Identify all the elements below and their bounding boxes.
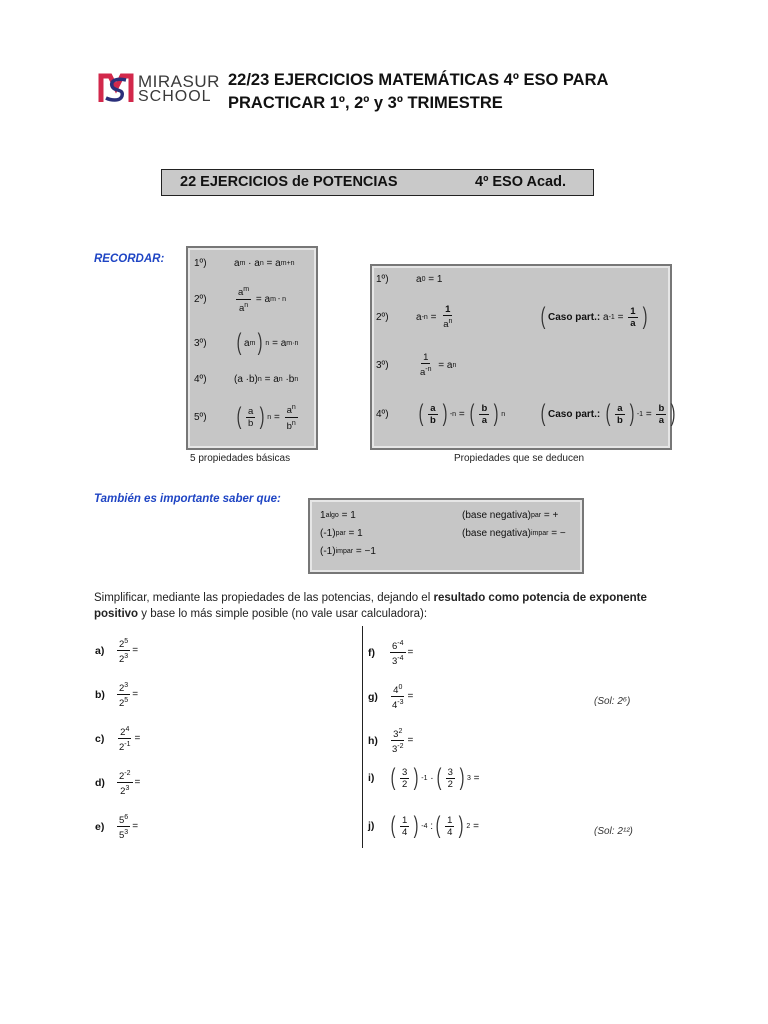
rule-minus-one-odd: (-1) impar = −1 [320, 545, 376, 557]
exercise-j: j) ( $\frac{1}{4}$ ) -4 : ( $\frac{1}{4}$ ) 2 = [368, 812, 479, 839]
basic-properties-box [186, 246, 318, 450]
basic-property-3: 3º) ( a m ) n = a m·n [194, 329, 299, 356]
solution-g: (Sol: 2⁶) [594, 696, 631, 707]
school-logo [98, 68, 218, 108]
importante-heading: También es importante saber que: [94, 493, 281, 505]
section-title-box [161, 169, 594, 196]
derived-property-2: 2º) a -n = $\frac{1}{a^n}$ ( Caso part.: a -1 = $\frac{1}{a}$ ) [376, 302, 666, 332]
derived-property-2-special-case: ( Caso part.: a -1 = $\frac{1}{a}$ ) [540, 303, 647, 330]
section-title: 22 EJERCICIOS de POTENCIAS [180, 174, 398, 190]
logo-text-school: SCHOOL [138, 88, 212, 105]
page-title-line2: PRACTICAR 1º, 2º y 3º TRIMESTRE [228, 94, 503, 112]
basic-properties-caption: 5 propiedades básicas [190, 453, 291, 464]
page-title-line1: 22/23 EJERCICIOS MATEMÁTICAS 4º ESO PARA [228, 71, 609, 89]
rule-negative-base-even: ( base negativa ) par = + [462, 509, 559, 521]
column-divider [362, 626, 363, 848]
exercise-f: f) $\frac{6^{-4}}{3^{-4}}$ = [368, 640, 414, 668]
derived-property-4: 4º) ( $\frac{a}{b}$ ) -n = ( $\frac{b}{a}$ ) n ( Caso part.: ( $\frac{a}{b}$ ) -1 = $\frac{b}{a}$ ) [376, 398, 666, 430]
rule-one-power: 1 algo = 1 [320, 509, 356, 521]
exercise-h: h) $\frac{3^2}{3^{-2}}$ = [368, 728, 414, 756]
important-rules-box [308, 498, 584, 574]
exercise-i: i) ( $\frac{3}{2}$ ) -1 · ( $\frac{3}{2}$ ) 3 = [368, 764, 480, 791]
derived-properties-caption: Propiedades que se deducen [454, 453, 585, 464]
course-label: 4º ESO Acad. [475, 174, 566, 190]
exercise-b: b) $\frac{2^3}{2^5}$ = [95, 682, 139, 710]
solution-j: (Sol: 2¹²) [594, 826, 633, 837]
exercise-e: e) $\frac{5^6}{5^3}$ = [95, 814, 139, 842]
exercise-g: g) $\frac{4^0}{4^{-3}}$ = [368, 684, 414, 712]
basic-property-2: 2º) $\frac{a^m}{a^n}$ = a m - n [194, 286, 287, 314]
exercise-a: a) $\frac{2^5}{2^3}$ = [95, 638, 139, 666]
derived-property-3: 3º) $\frac{1}{a^{-n}}$ = a n [376, 351, 457, 379]
page-title [228, 69, 668, 115]
derived-property-4-special-case: ( Caso part.: ( $\frac{a}{b}$ ) -1 = $\frac{b}{a}$ ) [540, 400, 676, 427]
exercise-d: d) $\frac{2^{-2}}{2^3}$ = [95, 770, 141, 798]
derived-property-1: 1º) a 0 = 1 [376, 273, 443, 285]
rule-negative-base-odd: ( base negativa ) impar = − [462, 527, 566, 539]
rule-minus-one-even: (-1) par = 1 [320, 527, 363, 539]
basic-property-1: 1º) a m · a n = a m+n [194, 257, 295, 269]
exercise-c: c) $\frac{2^4}{2^{-1}}$ = [95, 726, 141, 754]
basic-property-5: 5º) ( $\frac{a}{b}$ ) n = $\frac{a^n}{b^n}$ [194, 403, 296, 432]
mirasur-logo-icon [98, 70, 134, 106]
logo-text-mirasur: MIRASUR [138, 72, 220, 91]
basic-property-4: 4º) (a ·b) n = a n ·b n [194, 373, 299, 385]
recordar-heading: RECORDAR: [94, 253, 165, 265]
exercise-instructions: Simplificar, mediante las propiedades de las potencias, dejando el resultado como potencia de exponente positivo y base lo más simple posible (no vale usar calculadora): [94, 592, 647, 620]
derived-properties-box [370, 264, 676, 450]
